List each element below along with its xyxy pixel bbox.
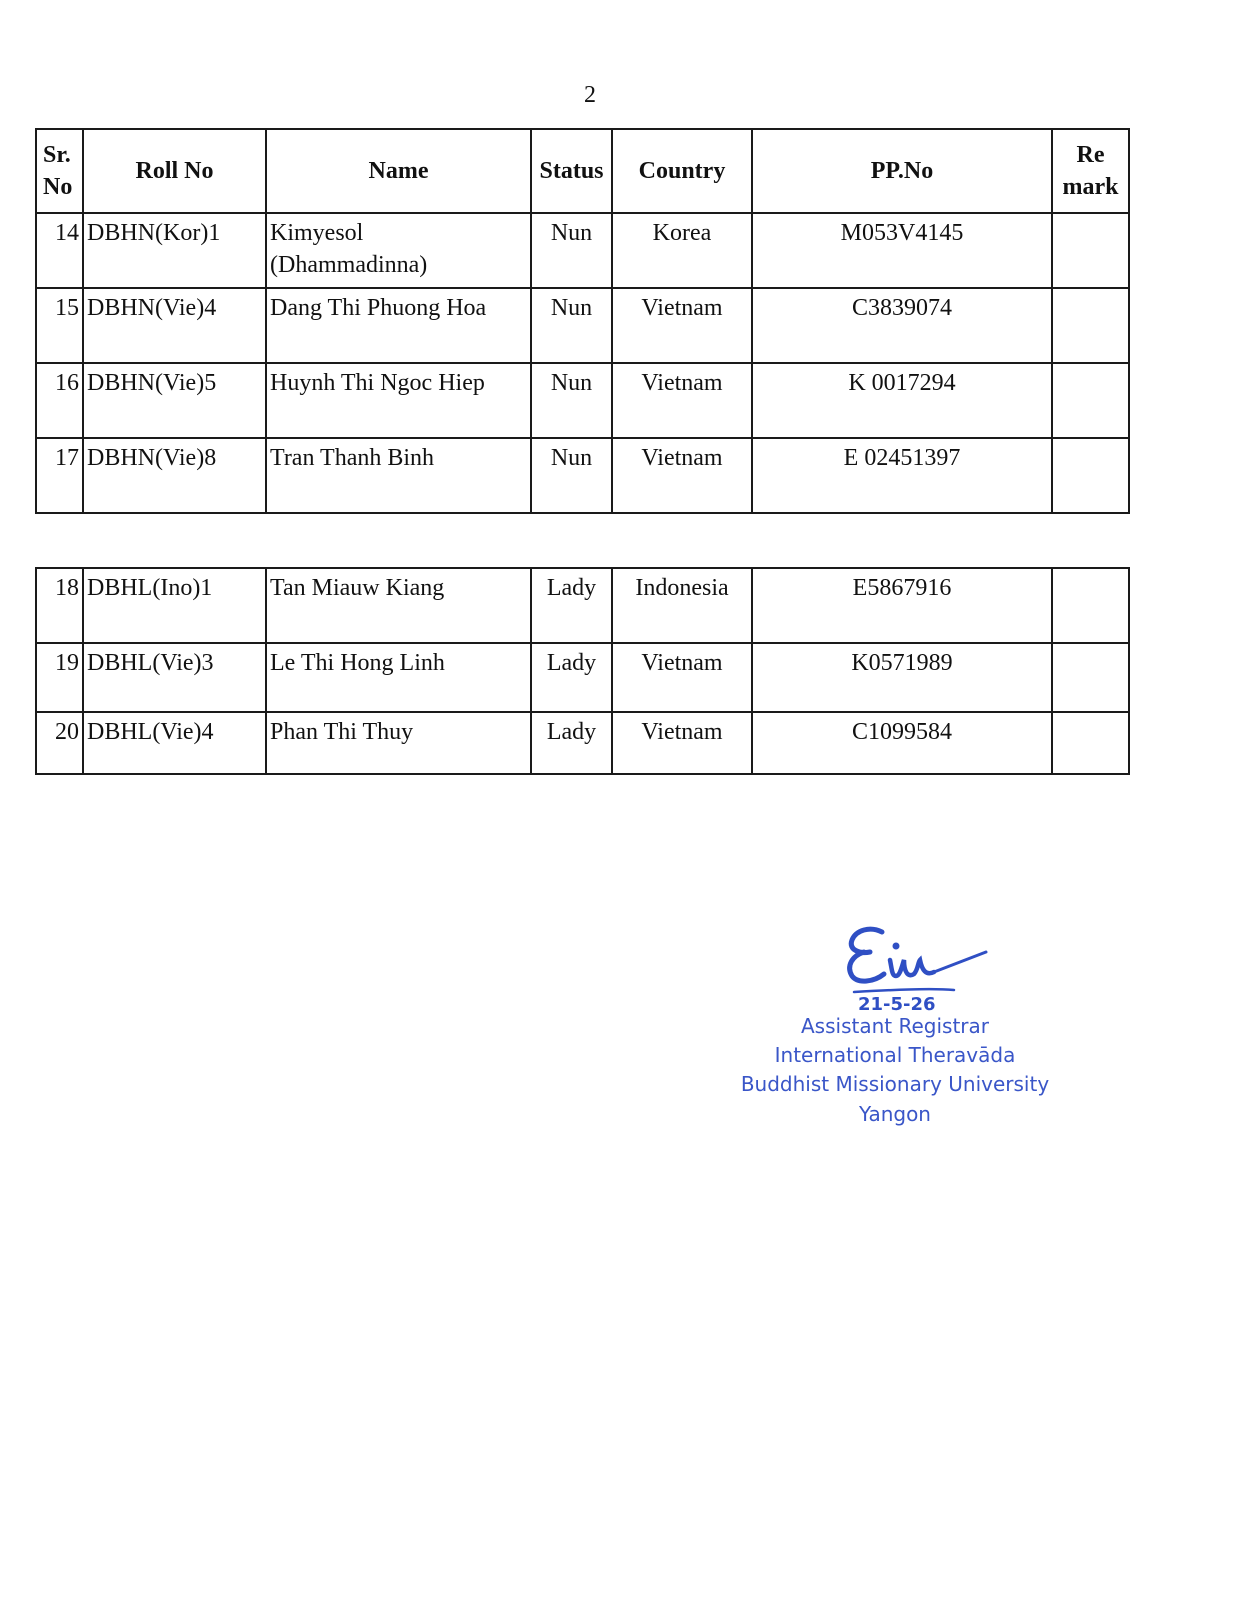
signature-date: 21-5-26 bbox=[858, 994, 936, 1015]
cell-remark bbox=[1052, 213, 1129, 288]
cell-status: Lady bbox=[531, 712, 612, 774]
cell-country: Vietnam bbox=[612, 363, 752, 438]
cell-remark bbox=[1052, 363, 1129, 438]
header-sr-no: Sr. No bbox=[36, 129, 83, 213]
cell-status: Nun bbox=[531, 288, 612, 363]
cell-remark bbox=[1052, 438, 1129, 513]
cell-roll-no: DBHN(Kor)1 bbox=[83, 213, 266, 288]
table-row bbox=[36, 568, 1129, 643]
cell-status: Nun bbox=[531, 213, 612, 288]
cell-sr-no: 17 bbox=[36, 438, 83, 513]
signature-icon bbox=[830, 910, 990, 1020]
cell-pp-no: C1099584 bbox=[752, 712, 1052, 774]
table-row bbox=[36, 288, 1129, 363]
cell-name: Phan Thi Thuy bbox=[266, 712, 531, 774]
roll-table-ladies bbox=[35, 567, 1130, 775]
stamp-city: Yangon bbox=[858, 1102, 931, 1126]
cell-name: Huynh Thi Ngoc Hiep bbox=[266, 363, 531, 438]
cell-sr-no: 16 bbox=[36, 363, 83, 438]
table-row bbox=[36, 363, 1129, 438]
cell-roll-no: DBHN(Vie)8 bbox=[83, 438, 266, 513]
cell-country: Vietnam bbox=[612, 643, 752, 712]
cell-roll-no: DBHN(Vie)5 bbox=[83, 363, 266, 438]
header-remark: Re mark bbox=[1052, 129, 1129, 213]
cell-pp-no: K 0017294 bbox=[752, 363, 1052, 438]
cell-status: Lady bbox=[531, 568, 612, 643]
table-header-row bbox=[36, 129, 1129, 213]
cell-remark bbox=[1052, 712, 1129, 774]
stamp-institution-line2: Buddhist Missionary University bbox=[740, 1072, 1050, 1096]
cell-roll-no: DBHL(Ino)1 bbox=[83, 568, 266, 643]
cell-pp-no: E 02451397 bbox=[752, 438, 1052, 513]
cell-country: Vietnam bbox=[612, 288, 752, 363]
header-name: Name bbox=[266, 129, 531, 213]
header-pp-no: PP.No bbox=[752, 129, 1052, 213]
cell-roll-no: DBHL(Vie)3 bbox=[83, 643, 266, 712]
header-roll-no: Roll No bbox=[83, 129, 266, 213]
table-row bbox=[36, 213, 1129, 288]
table-row bbox=[36, 643, 1129, 712]
cell-status: Nun bbox=[531, 438, 612, 513]
table-row bbox=[36, 438, 1129, 513]
roll-table-nuns bbox=[35, 128, 1130, 514]
cell-status: Nun bbox=[531, 363, 612, 438]
cell-status: Lady bbox=[531, 643, 612, 712]
cell-sr-no: 14 bbox=[36, 213, 83, 288]
cell-country: Vietnam bbox=[612, 712, 752, 774]
cell-roll-no: DBHL(Vie)4 bbox=[83, 712, 266, 774]
cell-pp-no: E5867916 bbox=[752, 568, 1052, 643]
cell-roll-no: DBHN(Vie)4 bbox=[83, 288, 266, 363]
cell-remark bbox=[1052, 643, 1129, 712]
header-country: Country bbox=[612, 129, 752, 213]
cell-name: Dang Thi Phuong Hoa bbox=[266, 288, 531, 363]
cell-pp-no: C3839074 bbox=[752, 288, 1052, 363]
cell-remark bbox=[1052, 568, 1129, 643]
stamp-institution-line1: International Theravāda bbox=[774, 1043, 1016, 1067]
registrar-stamp bbox=[730, 910, 1060, 1140]
cell-pp-no: M053V4145 bbox=[752, 213, 1052, 288]
cell-country: Indonesia bbox=[612, 568, 752, 643]
stamp-title: Assistant Registrar bbox=[801, 1014, 989, 1038]
page-number: 2 bbox=[584, 82, 596, 108]
cell-country: Korea bbox=[612, 213, 752, 288]
cell-sr-no: 20 bbox=[36, 712, 83, 774]
cell-sr-no: 19 bbox=[36, 643, 83, 712]
table-row bbox=[36, 712, 1129, 774]
header-status: Status bbox=[531, 129, 612, 213]
cell-country: Vietnam bbox=[612, 438, 752, 513]
cell-pp-no: K0571989 bbox=[752, 643, 1052, 712]
cell-name: Tran Thanh Binh bbox=[266, 438, 531, 513]
cell-name: Kimyesol (Dhammadinna) bbox=[266, 213, 531, 288]
cell-name: Tan Miauw Kiang bbox=[266, 568, 531, 643]
cell-sr-no: 15 bbox=[36, 288, 83, 363]
cell-sr-no: 18 bbox=[36, 568, 83, 643]
cell-remark bbox=[1052, 288, 1129, 363]
cell-name: Le Thi Hong Linh bbox=[266, 643, 531, 712]
